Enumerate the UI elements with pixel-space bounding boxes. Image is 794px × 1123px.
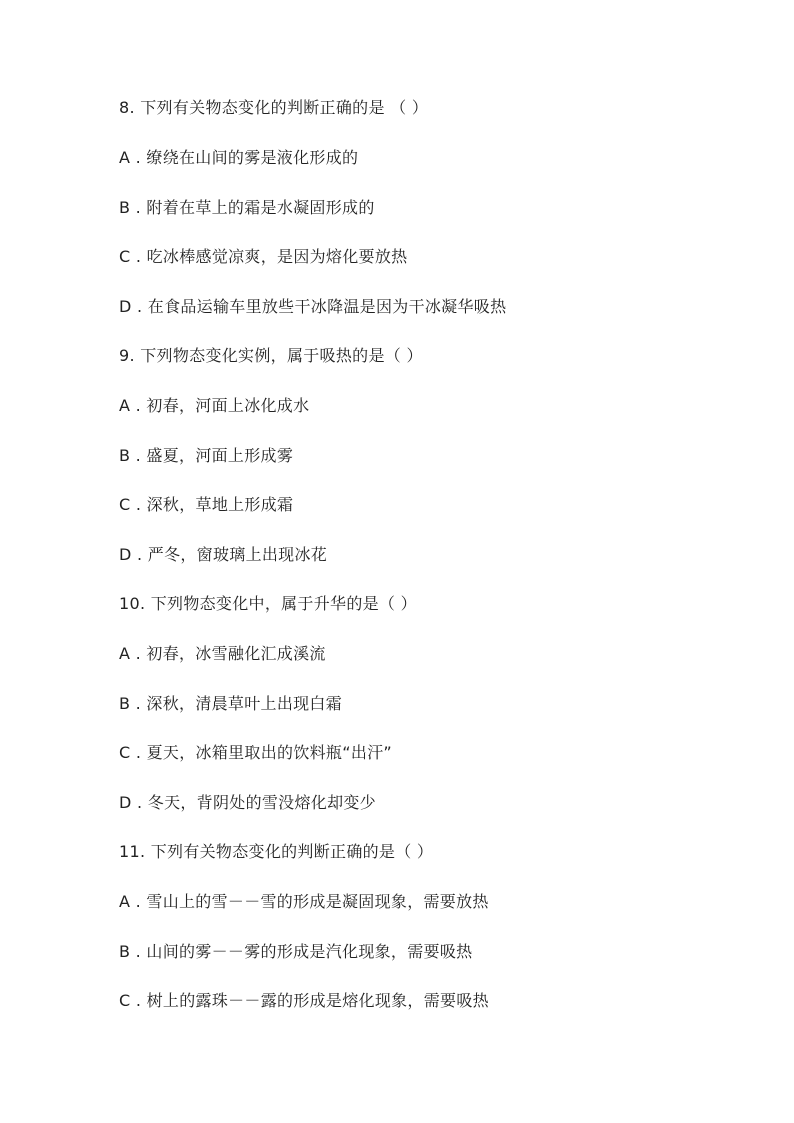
question-10-option-a: A . 初春，冰雪融化汇成溪流 — [119, 644, 326, 663]
question-10-option-d: D . 冬天，背阴处的雪没熔化却变少 — [119, 793, 376, 812]
question-8-option-a: A . 缭绕在山间的雾是液化形成的 — [119, 148, 359, 167]
question-8-option-b: B . 附着在草上的霜是水凝固形成的 — [119, 198, 375, 217]
question-10-option-c: C . 夏天，冰箱里取出的饮料瓶“出汗” — [119, 743, 393, 762]
question-9-option-b: B . 盛夏，河面上形成雾 — [119, 446, 294, 465]
question-11-option-a: A . 雪山上的雪－－雪的形成是凝固现象，需要放热 — [119, 892, 489, 911]
question-11-option-b: B . 山间的雾－－雾的形成是汽化现象，需要吸热 — [119, 942, 473, 961]
question-11-stem: 11. 下列有关物态变化的判断正确的是（ ） — [119, 842, 434, 861]
question-8-stem: 8. 下列有关物态变化的判断正确的是 （ ） — [119, 98, 429, 117]
question-10-option-b: B . 深秋，清晨草叶上出现白霜 — [119, 694, 343, 713]
question-8-option-c: C . 吃冰棒感觉凉爽，是因为熔化要放热 — [119, 247, 408, 266]
question-11-option-c: C . 树上的露珠－－露的形成是熔化现象，需要吸热 — [119, 991, 489, 1010]
question-9-option-c: C . 深秋，草地上形成霜 — [119, 495, 294, 514]
question-9-option-a: A . 初春，河面上冰化成水 — [119, 396, 310, 415]
question-10-stem: 10. 下列物态变化中，属于升华的是（ ） — [119, 594, 417, 613]
question-9-option-d: D . 严冬，窗玻璃上出现冰花 — [119, 545, 328, 564]
question-9-stem: 9. 下列物态变化实例，属于吸热的是（ ） — [119, 346, 423, 365]
question-8-option-d: D . 在食品运输车里放些干冰降温是因为干冰凝华吸热 — [119, 297, 507, 316]
